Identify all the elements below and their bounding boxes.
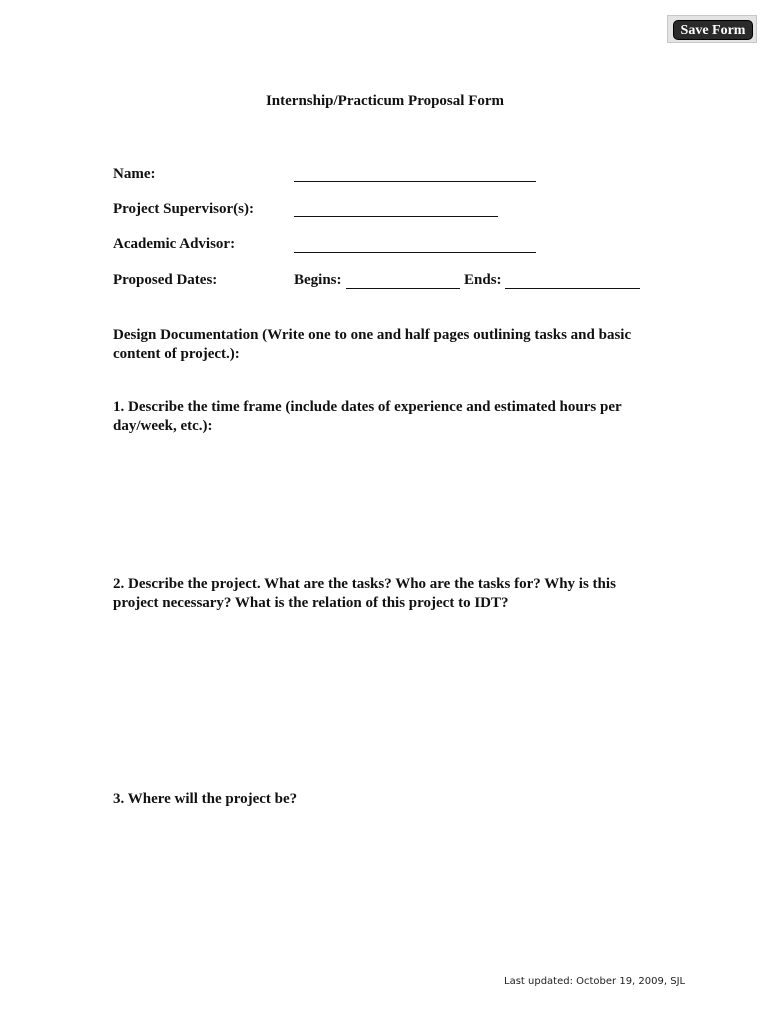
ends-label: Ends:: [464, 272, 502, 288]
name-label: Name:: [113, 166, 156, 182]
last-updated-footer: Last updated: October 19, 2009, SJL: [504, 976, 686, 987]
question-3-answer-area[interactable]: [113, 815, 653, 965]
save-form-button[interactable]: Save Form: [673, 20, 753, 40]
design-documentation-heading: Design Documentation (Write one to one and half pages outlining tasks and basic content of project.):: [113, 327, 632, 362]
save-form-container: [667, 15, 757, 43]
begins-label: Begins:: [294, 272, 342, 288]
question-2: 2. Describe the project. What are the tasks? Who are the tasks for? Why is this project necessary? What is the relation of this project to IDT?: [113, 576, 616, 611]
advisor-field[interactable]: [294, 252, 536, 253]
advisor-label: Academic Advisor:: [113, 236, 236, 252]
question-1-answer-area[interactable]: [113, 440, 653, 565]
question-1: 1. Describe the time frame (include dates of experience and estimated hours per day/week, etc.):: [113, 399, 622, 434]
supervisor-field[interactable]: [294, 216, 498, 217]
dates-label: Proposed Dates:: [113, 272, 218, 288]
question-2-answer-area[interactable]: [113, 617, 653, 782]
form-title: Internship/Practicum Proposal Form: [265, 93, 505, 109]
question-3: 3. Where will the project be?: [113, 791, 298, 807]
ends-date-field[interactable]: [505, 288, 640, 289]
begins-date-field[interactable]: [346, 288, 460, 289]
name-field[interactable]: [294, 181, 536, 182]
supervisor-label: Project Supervisor(s):: [113, 201, 254, 217]
